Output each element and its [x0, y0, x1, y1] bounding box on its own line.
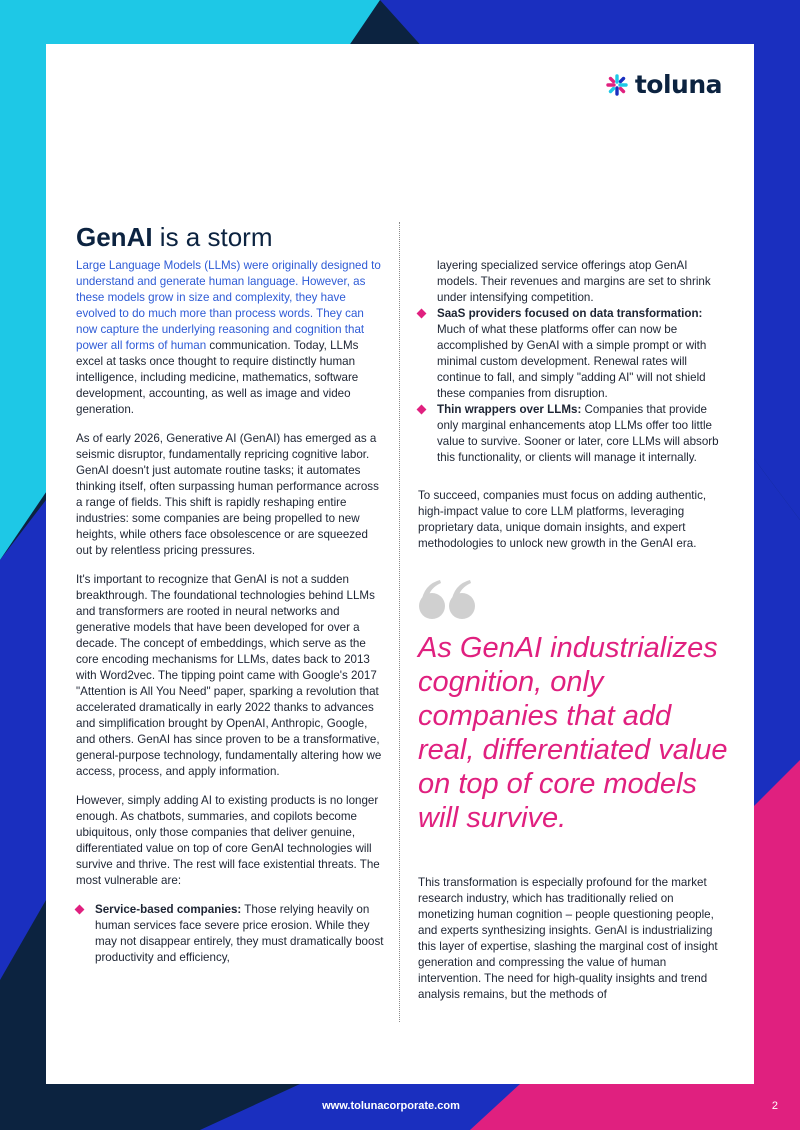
- footer-url[interactable]: www.tolunacorporate.com: [322, 1100, 460, 1112]
- bullet-continuation: layering specialized service offerings atop GenAI models. Their revenues and margins are set to shrink under intensifying competition.: [437, 259, 711, 304]
- intro-paragraph: [76, 258, 386, 418]
- toluna-logo-icon: [605, 73, 629, 97]
- list-item: [76, 902, 386, 966]
- intro-highlight: Large Language Models (LLMs) were originally designed to understand and generate human language. However, as these models grow in size and complexity, they have evolved to do much more than process words. They can now capture the underlying reasoning and cognition that power all forms of human: [76, 259, 381, 352]
- bullet-diamond-icon: [75, 905, 85, 915]
- bullet-text: Much of what these platforms offer can now be accomplished by GenAI with a simple prompt or with minimal custom development. Renewal rates will continue to fall, and simply "adding AI" will not shield these companies from disruption.: [437, 323, 707, 400]
- left-column: [76, 222, 386, 966]
- bullet-title: Service-based companies:: [95, 903, 242, 916]
- list-item: [418, 306, 730, 402]
- column-divider: [399, 222, 400, 1022]
- bullet-title: SaaS providers focused on data transformation:: [437, 307, 703, 320]
- bullet-text: Companies that provide only marginal enhancements atop LLMs offer too little value to survive. Sooner or later, core LLMs will absorb this functionality, or clients will manage it internally.: [437, 403, 719, 464]
- page: [46, 44, 754, 1084]
- paragraph-3: It's important to recognize that GenAI is not a sudden breakthrough. The foundational technologies behind LLMs and transformers are rooted in neural networks and generative models that have been developed for over a decade. The concept of embeddings, which serve as the core encoding mechanisms for LLMs, dates back to 2013 with Word2vec. The tipping point came with Google's 2017 "Attention is All You Need" paper, sparking a revolution that accelerated dramatically in early 2022 thanks to advances and simplification brought by OpenAI, Anthropic, Google, and others. GenAI has since proven to be a transformative, general-purpose technology, fundamentally altering how we access, process, and apply information.: [76, 573, 382, 778]
- intro-rest: communication. Today, LLMs excel at tasks once thought to require distinctly human intelligence, including medicine, mathematics, software development, accounting, as well as image and video generation.: [76, 339, 359, 416]
- vulnerable-list: [76, 902, 386, 966]
- paragraph-2: As of early 2026, Generative AI (GenAI) has emerged as a seismic disruptor, fundamentally repricing cognitive labor. GenAI doesn't just automate routine tasks; it automates thinking itself, often surpassing human performance across a range of fields. This shift is rapidly reshaping entire industries: some companies are being propelled to new heights, while others face obsolescence or are squeezed out by relentless pricing pressures.: [76, 432, 379, 557]
- bullet-diamond-icon: [417, 309, 427, 319]
- paragraph-4: However, simply adding AI to existing products is no longer enough. As chatbots, summaries, and copilots become ubiquitous, only those companies that deliver genuine, differentiated value on top of core GenAI technologies will survive and thrive. The rest will face existential threats. The most vulnerable are:: [76, 794, 380, 887]
- pull-quote: As GenAI industrializes cognition, only companies that add real, differentiated value on top of core models will survive.: [418, 632, 728, 834]
- paragraph-transform: This transformation is especially profound for the market research industry, which has traditionally relied on monetizing human cognition – people questioning people, and experts synthesizing insights. GenAI is industrializing this layer of expertise, slashing the marginal cost of insight generation and compressing the value of human intervention. The need for high-quality insights and trend analysis remains, but the methods of: [418, 876, 718, 1001]
- quote-mark-icon: [418, 578, 730, 625]
- right-column: [418, 258, 730, 1016]
- page-number: 2: [771, 1100, 778, 1112]
- heading-bold: GenAI: [76, 222, 153, 252]
- bullet-title: Thin wrappers over LLMs:: [437, 403, 582, 416]
- section-heading: [76, 222, 386, 252]
- bullet-text: Those relying heavily on human services face severe price erosion. While they may not disappear entirely, they must dramatically boost productivity and efficiency,: [95, 903, 384, 964]
- bullet-diamond-icon: [417, 405, 427, 415]
- toluna-logo: [605, 70, 722, 99]
- list-item: [418, 402, 730, 466]
- heading-rest: is a storm: [152, 222, 273, 252]
- brand-name: toluna: [634, 70, 722, 99]
- vulnerable-list-continued: [418, 306, 730, 466]
- paragraph-succeed: To succeed, companies must focus on adding authentic, high-impact value to core LLM platforms, leveraging proprietary data, unique domain insights, and expert methodologies to unlock new growth in the GenAI era.: [418, 489, 707, 550]
